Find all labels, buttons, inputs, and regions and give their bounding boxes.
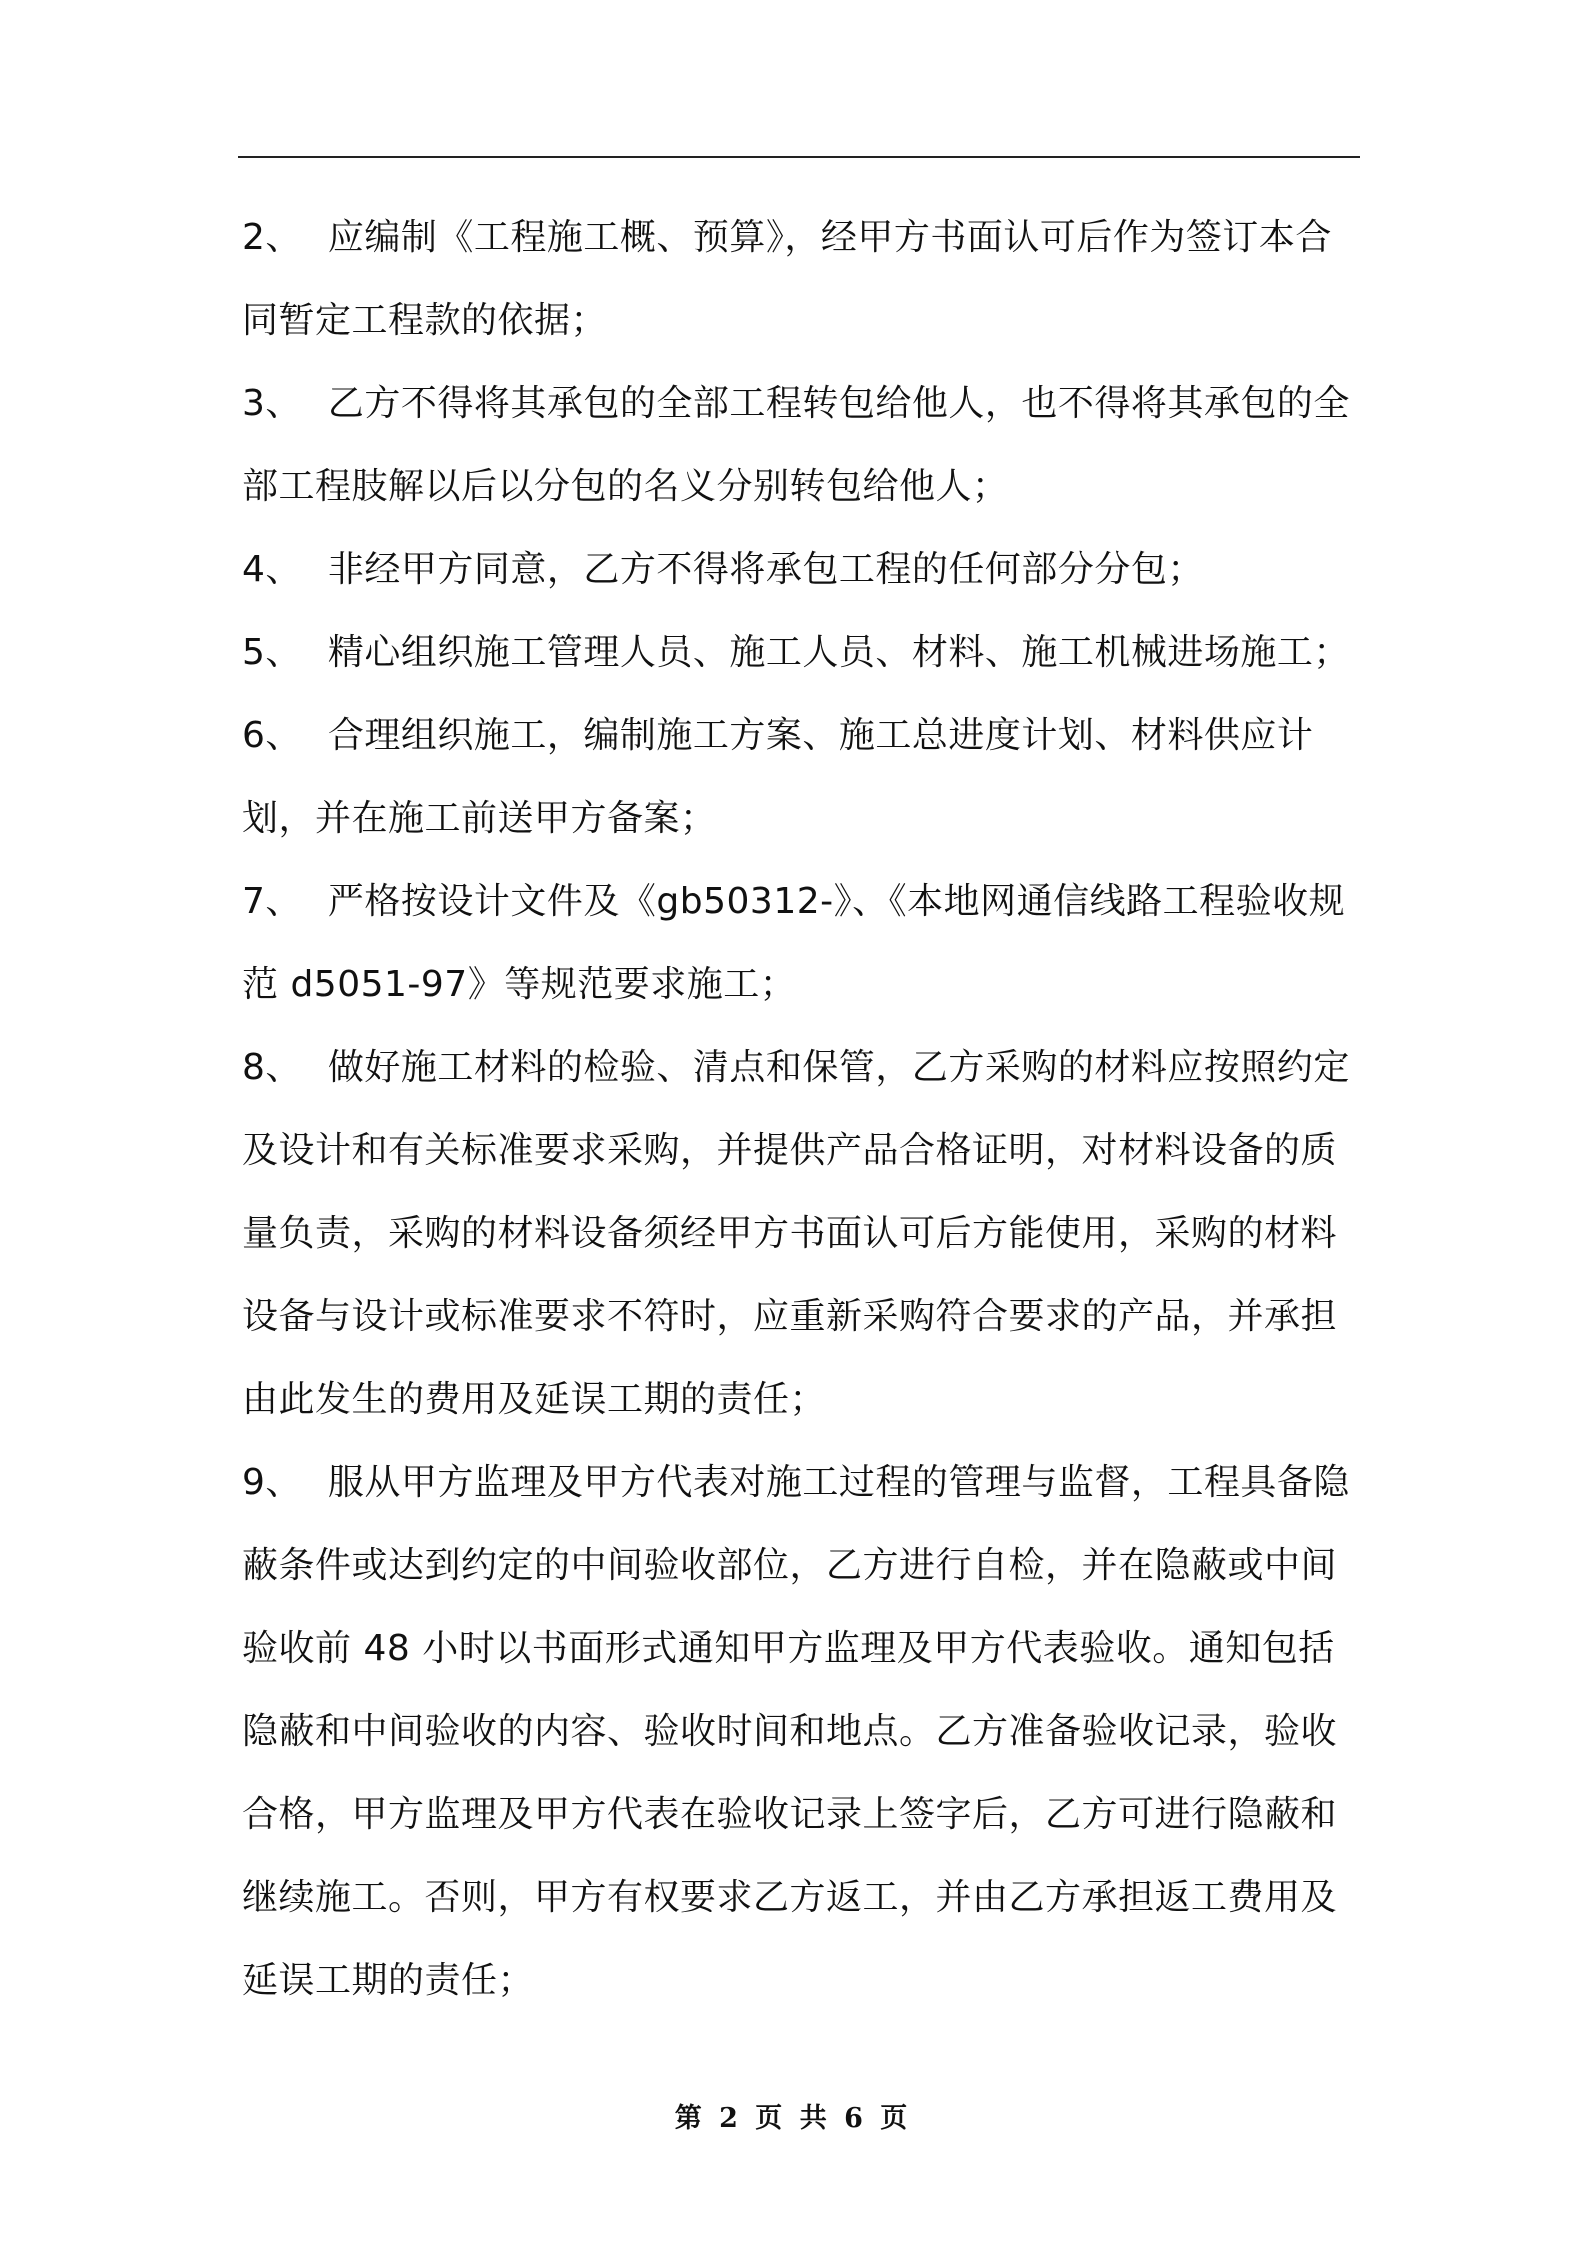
- clause-8: [242, 1026, 1360, 1441]
- clause-text: 做好施工材料的检验、清点和保管，乙方采购的材料应按照约定及设计和有关标准要求采购，并提供产品合格证明，对材料设备的质量负责，采购的材料设备须经甲方书面认可后方能使用，采购的材料设备与设计或标准要求不符时，应重新采购符合要求的产品，并承担由此发生的费用及延误工期的责任；: [242, 1047, 1350, 1420]
- clause-number: 2、: [242, 217, 302, 258]
- clause-number: 7、: [242, 881, 302, 922]
- clause-text: 合理组织施工，编制施工方案、施工总进度计划、材料供应计划，并在施工前送甲方备案；: [242, 715, 1314, 839]
- clause-6: [242, 694, 1360, 860]
- clause-3: [242, 362, 1360, 528]
- clause-number: 5、: [242, 632, 302, 673]
- page-number-footer: 第 2 页 共 6 页: [674, 2103, 912, 2134]
- clause-text: 非经甲方同意，乙方不得将承包工程的任何部分分包；: [327, 549, 1204, 590]
- header-rule: [238, 156, 1360, 158]
- clause-text: 服从甲方监理及甲方代表对施工过程的管理与监督，工程具备隐蔽条件或达到约定的中间验收部位，乙方进行自检，并在隐蔽或中间验收前 48 小时以书面形式通知甲方监理及甲方代表验收。通知包括隐蔽和中间验收的内容、验收时间和地点。乙方准备验收记录，验收合格，甲方监理及甲方代表在验收记录上签字后，乙方可进行隐蔽和继续施工。否则，甲方有权要求乙方返工，并由乙方承担返工费用及延误工期的责任；: [242, 1462, 1350, 2001]
- clause-text: 应编制《工程施工概、预算》，经甲方书面认可后作为签订本合同暂定工程款的依据；: [242, 217, 1332, 341]
- clause-text: 精心组织施工管理人员、施工人员、材料、施工机械进场施工；: [327, 632, 1350, 673]
- clause-number: 8、: [242, 1047, 302, 1088]
- clause-text: 乙方不得将其承包的全部工程转包给他人，也不得将其承包的全部工程肢解以后以分包的名义分别转包给他人；: [242, 383, 1350, 507]
- clause-number: 3、: [242, 383, 302, 424]
- clause-9: [242, 1441, 1360, 2022]
- clause-5: [242, 611, 1360, 694]
- document-body: [242, 196, 1360, 2022]
- clause-number: 9、: [242, 1462, 302, 1503]
- clause-4: [242, 528, 1360, 611]
- clause-text: 严格按设计文件及《gb50312-》、《本地网通信线路工程验收规范 d5051-97》等规范要求施工；: [242, 881, 1346, 1005]
- clause-number: 6、: [242, 715, 302, 756]
- clause-2: [242, 196, 1360, 362]
- clause-7: [242, 860, 1360, 1026]
- clause-number: 4、: [242, 549, 302, 590]
